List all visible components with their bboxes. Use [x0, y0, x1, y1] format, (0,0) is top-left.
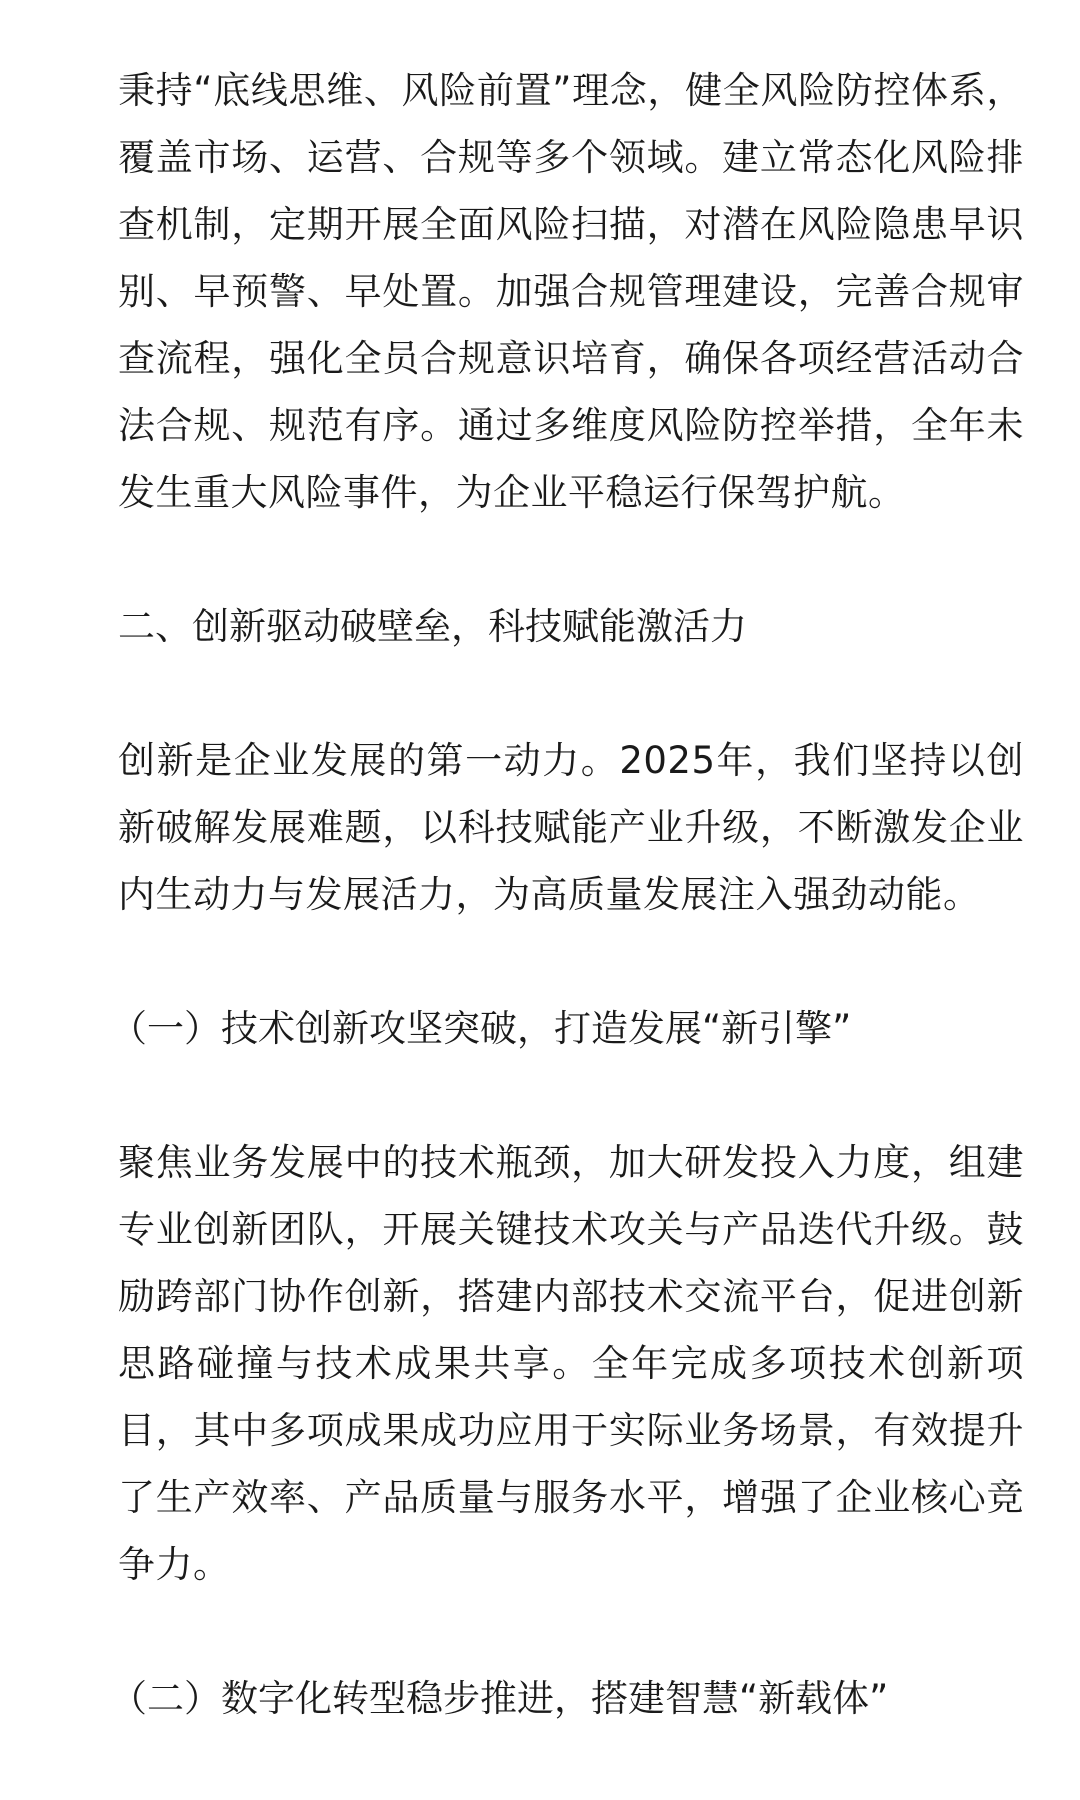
subheading-digital-transformation: （二）数字化转型稳步推进，搭建智慧“新载体” — [110, 1677, 889, 1720]
paragraph-tech-innovation: 聚焦业务发展中的技术瓶颈，加大研发投入力度，组建专业创新团队，开展关键技术攻关与产品迭代升级。鼓励跨部门协作创新，搭建内部技术交流平台，促进创新思路碰撞与技术成果共享。全年完成多项技术创新项目，其中多项成果成功应用于实际业务场景，有效提升了生产效率、产品质量与服务水平，增强了企业核心竞争力。 — [118, 1141, 1024, 1586]
section-heading-innovation: 二、创新驱动破壁垒，科技赋能激活力 — [118, 605, 747, 648]
subheading-tech-innovation: （一）技术创新攻坚突破，打造发展“新引擎” — [110, 1007, 852, 1050]
paragraph-innovation-intro: 创新是企业发展的第一动力。2025年，我们坚持以创新破解发展难题，以科技赋能产业升级，不断激发企业内生动力与发展活力，为高质量发展注入强劲动能。 — [118, 739, 1024, 916]
article-body — [110, 0, 1024, 1732]
paragraph-risk-control: 秉持“底线思维、风险前置”理念，健全风险防控体系，覆盖市场、运营、合规等多个领域。建立常态化风险排查机制，定期开展全面风险扫描，对潜在风险隐患早识别、早预警、早处置。加强合规管理建设，完善合规审查流程，强化全员合规意识培育，确保各项经营活动合法合规、规范有序。通过多维度风险防控举措，全年未发生重大风险事件，为企业平稳运行保驾护航。 — [118, 69, 1024, 514]
